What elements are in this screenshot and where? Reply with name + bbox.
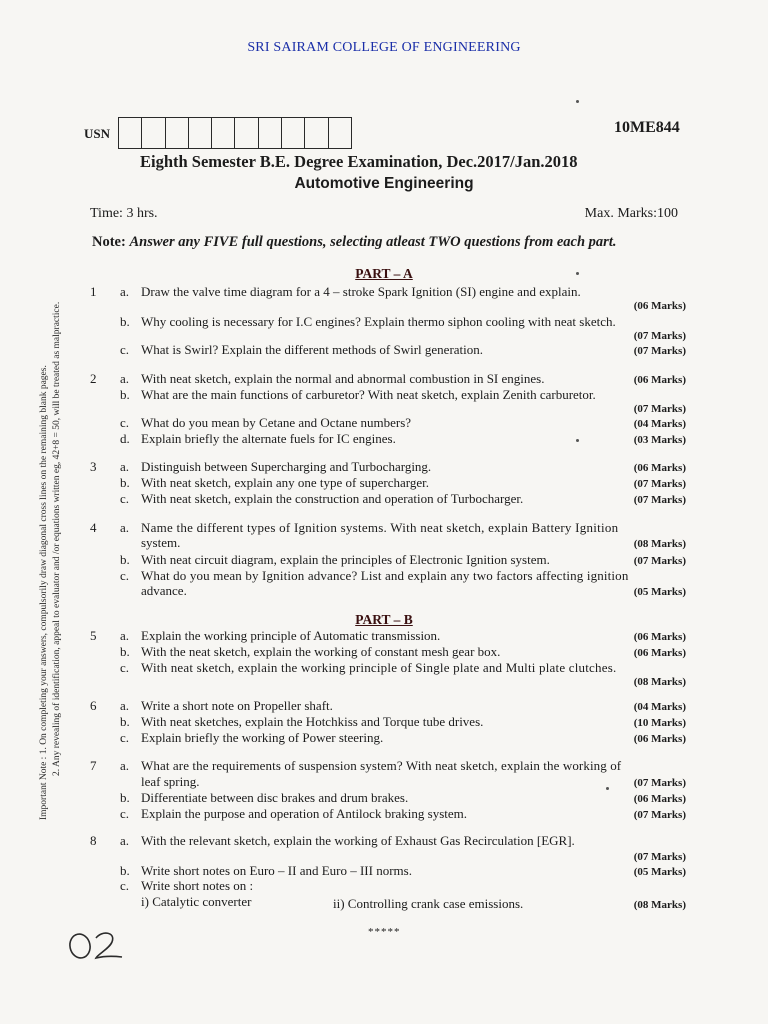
handwritten-mark [62,926,132,971]
part-a-title: PART – A [355,266,413,281]
question-text: Why cooling is necessary for I.C engines? Explain thermo siphon cooling with neat sketch. [141,314,616,329]
max-marks: Max. Marks:100 [584,206,678,221]
question-text-continued: advance. [141,583,187,598]
question-number: 6 [90,698,97,713]
sub-label: a. [120,758,130,773]
marks: (07 Marks) [633,494,686,506]
marks: (04 Marks) [633,418,686,430]
sub-label: d. [120,431,130,446]
question-text: With neat sketch, explain the construction and operation of Turbocharger. [141,491,524,506]
question-text: With neat sketch, explain any one type of supercharger. [141,475,430,490]
sub-label: b. [120,863,130,878]
sub-label: a. [120,371,130,386]
question-text: With neat sketches, explain the Hotchkiss and Torque tube drives. [141,714,484,729]
marks: (10 Marks) [633,717,686,729]
handwritten-02-drawing [62,926,132,966]
marks: (04 Marks) [633,701,686,713]
college-name: SRI SAIRAM COLLEGE OF ENGINEERING [247,40,521,55]
sub-label: a. [120,284,130,299]
marks: (06 Marks) [633,374,686,386]
usn-digit-cell [305,118,328,148]
question-text: With neat sketch, explain the working principle of Single plate and Multi plate clutches. [141,660,617,675]
note-label: Note: [92,234,126,250]
question-number: 4 [90,520,97,535]
question-number: 2 [90,371,97,386]
question-text: Differentiate between disc brakes and drum brakes. [141,790,409,805]
question-text: What do you mean by Cetane and Octane numbers? [141,415,412,430]
question-number: 7 [90,758,97,773]
question-text: Name the different types of Ignition systems. With neat sketch, explain Battery Ignition [141,520,619,535]
exam-title: Eighth Semester B.E. Degree Examination, Dec.2017/Jan.2018 [140,152,578,171]
sub-label: a. [120,520,130,535]
marks: (07 Marks) [633,851,686,863]
sub-label: b. [120,714,130,729]
usn-digit-cell [235,118,258,148]
sub-label: a. [120,459,130,474]
part-a-heading [0,266,768,282]
usn-digit-cell [212,118,235,148]
scan-speck [576,272,579,275]
question-text: With neat circuit diagram, explain the principles of Electronic Ignition system. [141,552,550,567]
subject-code: 10ME844 [614,119,680,136]
usn-digit-cell [142,118,165,148]
marks: (08 Marks) [633,899,686,911]
marks: (07 Marks) [633,555,686,567]
marks: (06 Marks) [633,793,686,805]
sub-label: b. [120,314,130,329]
marks: (07 Marks) [633,777,686,789]
margin-note-line-1: Important Note : 1. On completing your answers, compulsorily draw diagonal cross lines on the remaining blank pages. [39,365,49,820]
marks: (06 Marks) [633,733,686,745]
instruction-note [92,234,616,251]
part-b-title: PART – B [355,612,413,627]
sub-label: b. [120,387,130,402]
scan-speck [576,100,579,103]
question-number: 3 [90,459,97,474]
question-text: Explain the working principle of Automatic transmission. [141,628,441,643]
exam-duration: Time: 3 hrs. [90,206,158,221]
marks: (06 Marks) [633,462,686,474]
sub-label: b. [120,644,130,659]
marks: (06 Marks) [633,300,686,312]
end-of-paper-stars: ***** [368,926,401,938]
question-number: 1 [90,284,97,299]
sub-label: b. [120,475,130,490]
usn-digit-cell [189,118,212,148]
question-number: 5 [90,628,97,643]
sub-label: b. [120,552,130,567]
marks: (07 Marks) [633,478,686,490]
note-text: Answer any FIVE full questions, selecting atleast TWO questions from each part. [129,234,617,250]
sub-label: a. [120,698,130,713]
question-text: With the neat sketch, explain the working of constant mesh gear box. [141,644,501,659]
marks: (05 Marks) [633,586,686,598]
usn-digit-cell [119,118,142,148]
usn-label: USN [84,126,111,141]
sub-label: a. [120,628,130,643]
scan-speck [606,787,609,790]
question-text: Distinguish between Supercharging and Turbocharging. [141,459,432,474]
marks: (03 Marks) [633,434,686,446]
sub-label: a. [120,833,130,848]
sub-item-ii: ii) Controlling crank case emissions. [333,896,524,911]
sub-label: c. [120,415,130,430]
marks: (07 Marks) [633,809,686,821]
usn-digit-cell [259,118,282,148]
question-number: 8 [90,833,97,848]
question-text: What are the requirements of suspension system? With neat sketch, explain the working of [141,758,622,773]
sub-label: c. [120,806,130,821]
question-text: Write short notes on Euro – II and Euro – III norms. [141,863,412,878]
question-text: With neat sketch, explain the normal and abnormal combustion in SI engines. [141,371,545,386]
question-text: What is Swirl? Explain the different methods of Swirl generation. [141,342,484,357]
usn-digit-cell [282,118,305,148]
question-text: Write short notes on : [141,878,254,893]
margin-note-line-2: 2. Any revealing of identification, appeal to evaluator and /or equations written eg, 42+8 = 50, will be treated as malpractice. [52,301,62,776]
marks: (05 Marks) [633,866,686,878]
part-b-heading [0,612,768,628]
sub-label: c. [120,730,130,745]
question-text-continued: leaf spring. [141,774,200,789]
marks: (07 Marks) [633,345,686,357]
marks: (06 Marks) [633,631,686,643]
sub-label: c. [120,878,130,893]
sub-label: c. [120,491,130,506]
subject-title: Automotive Engineering [294,175,474,192]
marks: (07 Marks) [633,403,686,415]
usn-digit-cell [329,118,351,148]
marks: (08 Marks) [633,538,686,550]
question-text: What are the main functions of carburetor? With neat sketch, explain Zenith carburetor. [141,387,596,402]
scan-speck [576,439,579,442]
marks: (07 Marks) [633,330,686,342]
sub-label: b. [120,790,130,805]
sub-label: c. [120,568,130,583]
question-text-continued: system. [141,535,181,550]
question-text: Write a short note on Propeller shaft. [141,698,333,713]
question-text: Explain briefly the alternate fuels for IC engines. [141,431,396,446]
sub-label: c. [120,660,130,675]
marks: (08 Marks) [633,676,686,688]
question-text: Explain the purpose and operation of Antilock braking system. [141,806,468,821]
question-text: Explain briefly the working of Power steering. [141,730,384,745]
question-text: Draw the valve time diagram for a 4 – stroke Spark Ignition (SI) engine and explain. [141,284,581,299]
usn-digit-cell [166,118,189,148]
marks: (06 Marks) [633,647,686,659]
question-text: With the relevant sketch, explain the working of Exhaust Gas Recirculation [EGR]. [141,833,575,848]
sub-label: c. [120,342,130,357]
usn-entry-box [118,117,352,149]
question-text: What do you mean by Ignition advance? List and explain any two factors affecting ignition [141,568,629,583]
sub-item-i: i) Catalytic converter [141,894,252,909]
